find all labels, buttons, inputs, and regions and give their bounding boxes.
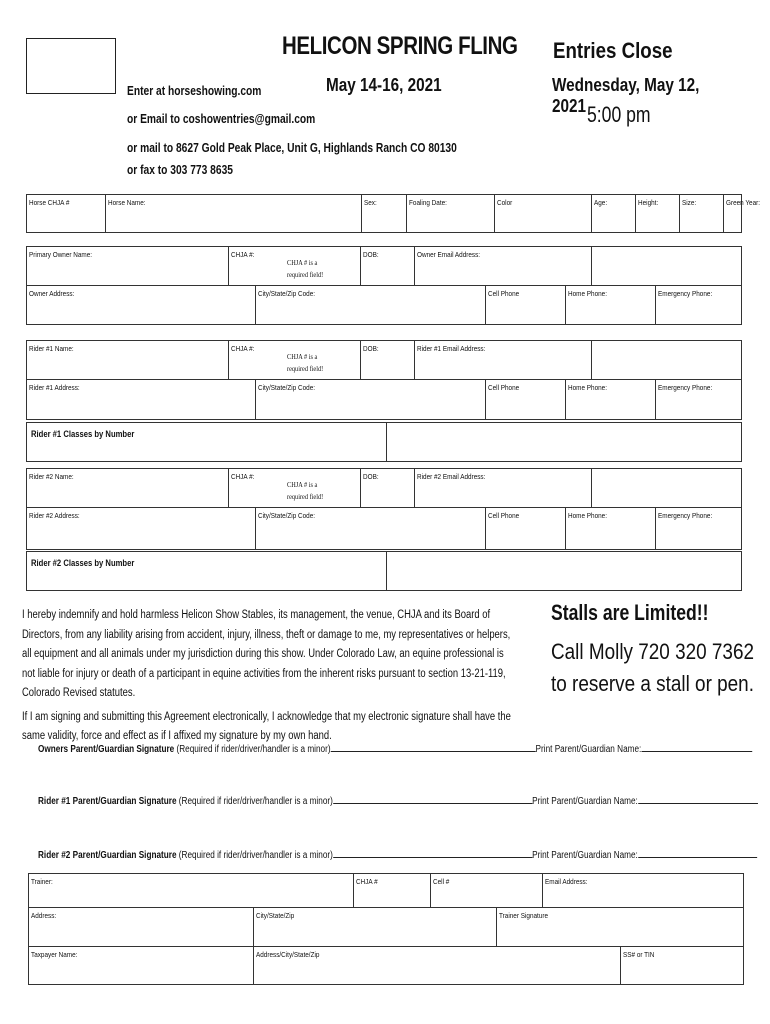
height-field[interactable]: Height: bbox=[635, 195, 679, 232]
rider2-emergency-phone-field[interactable]: Emergency Phone: bbox=[655, 508, 743, 549]
owner-row-2 bbox=[26, 286, 742, 325]
rider2-home-phone-field[interactable]: Home Phone: bbox=[565, 508, 655, 549]
owner-city-field[interactable]: City/State/Zip Code: bbox=[255, 286, 485, 324]
show-dates: May 14-16, 2021 bbox=[326, 75, 442, 95]
owner-cell-field[interactable]: Cell Phone bbox=[485, 286, 565, 324]
rider1-name-field[interactable]: Rider #1 Name: bbox=[29, 344, 74, 353]
enter-at-text: Enter at horseshowing.com bbox=[127, 84, 262, 98]
entries-close-date: Wednesday, May 12, 2021 bbox=[552, 75, 700, 116]
rider1-email-ext-field[interactable] bbox=[591, 341, 743, 379]
rider1-classes-field[interactable] bbox=[386, 423, 743, 461]
show-title: HELICON SPRING FLING bbox=[282, 32, 518, 60]
rider1-chja-field[interactable]: CHJA #: CHJA # is a required field! bbox=[228, 341, 360, 379]
mail-text: or mail to 8627 Gold Peak Place, Unit G, Highlands Ranch CO 80130 bbox=[127, 141, 457, 155]
green-year-field[interactable]: Green Year: bbox=[723, 195, 743, 232]
owner-row-1 bbox=[26, 246, 742, 286]
taxpayer-address-field[interactable]: Address/City/State/Zip bbox=[253, 947, 620, 984]
rider1-signature-input[interactable] bbox=[333, 794, 532, 804]
fax-text: or fax to 303 773 8635 bbox=[127, 163, 233, 177]
rider1-cell-field[interactable]: Cell Phone bbox=[485, 380, 565, 419]
email-text: or Email to coshowentries@gmail.com bbox=[127, 112, 316, 126]
ssn-tin-field[interactable]: SS# or TIN bbox=[620, 947, 745, 984]
rider1-email-field[interactable]: Rider #1 Email Address: bbox=[414, 341, 591, 379]
rider2-signature-line[interactable]: Rider #2 Parent/Guardian Signature (Required if rider/driver/handler is a minor) Print Parent/Guardian Name: bbox=[38, 848, 757, 861]
color-field[interactable]: Color bbox=[494, 195, 591, 232]
owner-home-phone-field[interactable]: Home Phone: bbox=[565, 286, 655, 324]
rider1-dob-field[interactable]: DOB: bbox=[360, 341, 414, 379]
rider1-row-1 bbox=[26, 340, 742, 380]
trainer-city-field[interactable]: City/State/Zip bbox=[253, 908, 496, 946]
owner-email-field[interactable]: Owner Email Address: bbox=[414, 247, 591, 285]
rider2-classes-row bbox=[26, 551, 742, 591]
rider2-email-ext-field[interactable] bbox=[591, 469, 743, 507]
waiver-text bbox=[22, 606, 514, 747]
horse-info-row bbox=[26, 194, 761, 233]
rider2-print-name-input[interactable] bbox=[638, 848, 757, 858]
rider2-city-field[interactable]: City/State/Zip Code: bbox=[255, 508, 485, 549]
trainer-row-3 bbox=[28, 947, 744, 985]
rider2-row-2 bbox=[26, 508, 742, 550]
horse-name-field[interactable]: Horse Name: bbox=[105, 195, 361, 232]
horse-sex-field[interactable]: Sex: bbox=[361, 195, 406, 232]
rider1-emergency-phone-field[interactable]: Emergency Phone: bbox=[655, 380, 743, 419]
rider1-print-name-input[interactable] bbox=[638, 794, 758, 804]
stalls-contact: Call Molly 720 320 7362 to reserve a stall or pen. bbox=[551, 639, 755, 696]
trainer-row-1 bbox=[28, 873, 744, 908]
stalls-heading: Stalls are Limited!! bbox=[551, 600, 709, 625]
rider1-classes-label-cell: Rider #1 Classes by Number bbox=[31, 429, 135, 439]
foaling-date-field[interactable]: Foaling Date: bbox=[406, 195, 494, 232]
trainer-cell-field[interactable]: Cell # bbox=[430, 874, 542, 907]
owner-name-field[interactable]: Primary Owner Name: bbox=[29, 250, 93, 259]
trainer-name-field[interactable]: Trainer: bbox=[31, 877, 53, 886]
trainer-row-2 bbox=[28, 908, 744, 947]
waiver-paragraph-1: I hereby indemnify and hold harmless Helicon Show Stables, its management, the venue, CHJA and its Board of Directors, from any liability arising from accident, injury, illness, theft or damage to me, my representatives or helpers, all equipment and all animals under my jurisdiction during this show. Under Colorado Law, an equine professional is not liable for injury or death of a participant in equine activities from the inherent risks pursuant to section 13-21-119, Colorado Revised statutes. bbox=[22, 609, 511, 699]
rider2-classes-field[interactable] bbox=[386, 552, 743, 590]
rider2-dob-field[interactable]: DOB: bbox=[360, 469, 414, 507]
rider2-signature-input[interactable] bbox=[333, 848, 532, 858]
horse-chja-field[interactable]: Horse CHJA # bbox=[29, 198, 70, 207]
taxpayer-name-field[interactable]: Taxpayer Name: bbox=[31, 950, 78, 959]
rider2-email-field[interactable]: Rider #2 Email Address: bbox=[414, 469, 591, 507]
size-field[interactable]: Size: bbox=[679, 195, 723, 232]
owner-email-ext-field[interactable] bbox=[591, 247, 743, 285]
entries-close-time: 5:00 pm bbox=[587, 102, 651, 127]
trainer-signature-field[interactable]: Trainer Signature bbox=[496, 908, 745, 946]
rider1-city-field[interactable]: City/State/Zip Code: bbox=[255, 380, 485, 419]
owner-emergency-phone-field[interactable]: Emergency Phone: bbox=[655, 286, 743, 324]
age-field[interactable]: Age: bbox=[591, 195, 635, 232]
rider1-signature-line[interactable]: Rider #1 Parent/Guardian Signature (Required if rider/driver/handler is a minor) Print Parent/Guardian Name: bbox=[38, 794, 758, 807]
waiver-paragraph-2: If I am signing and submitting this Agreement electronically, I acknowledge that my electronic signature shall have the same validity, force and effect as if I affixed my signature by my own hand. bbox=[22, 710, 511, 742]
rider2-address-field[interactable]: Rider #2 Address: bbox=[29, 511, 80, 520]
rider2-chja-field[interactable]: CHJA #: CHJA # is a required field! bbox=[228, 469, 360, 507]
rider2-name-field[interactable]: Rider #2 Name: bbox=[29, 472, 74, 481]
rider1-classes-row bbox=[26, 422, 742, 462]
owner-chja-field[interactable]: CHJA #: CHJA # is a required field! bbox=[228, 247, 360, 285]
owner-print-name-input[interactable] bbox=[641, 742, 752, 752]
owner-address-field[interactable]: Owner Address: bbox=[29, 289, 75, 298]
rider1-row-2 bbox=[26, 380, 742, 420]
owner-signature-line[interactable]: Owners Parent/Guardian Signature (Required if rider/driver/handler is a minor) Print Parent/Guardian Name: bbox=[38, 742, 752, 755]
rider1-home-phone-field[interactable]: Home Phone: bbox=[565, 380, 655, 419]
entries-close-label: Entries Close bbox=[553, 38, 673, 63]
trainer-email-field[interactable]: Email Address: bbox=[542, 874, 745, 907]
rider2-classes-label-cell: Rider #2 Classes by Number bbox=[31, 558, 135, 568]
rider2-cell-field[interactable]: Cell Phone bbox=[485, 508, 565, 549]
trainer-address-field[interactable]: Address: bbox=[31, 911, 57, 920]
owner-signature-input[interactable] bbox=[331, 742, 536, 752]
logo-placeholder-box bbox=[26, 38, 116, 94]
trainer-chja-field[interactable]: CHJA # bbox=[353, 874, 430, 907]
rider2-row-1 bbox=[26, 468, 742, 508]
owner-dob-field[interactable]: DOB: bbox=[360, 247, 414, 285]
rider1-address-field[interactable]: Rider #1 Address: bbox=[29, 383, 80, 392]
